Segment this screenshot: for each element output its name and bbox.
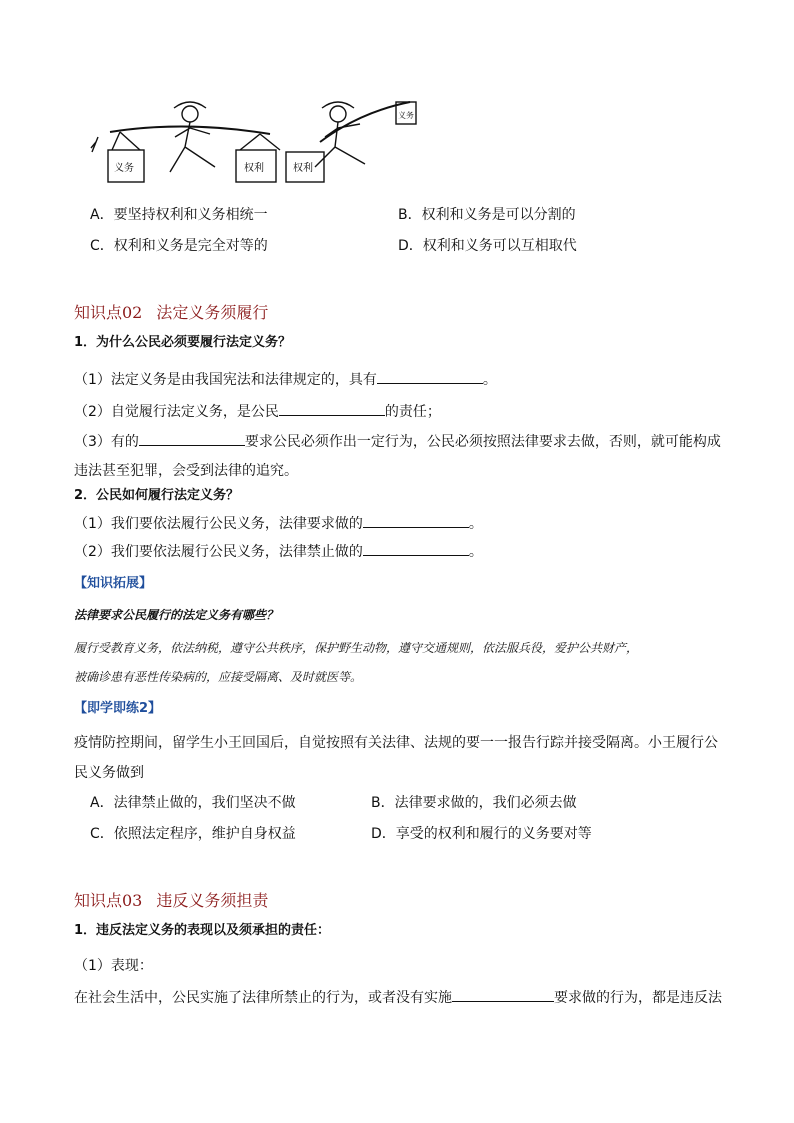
extension-question: 法律要求公民履行的法定义务有哪些？ xyxy=(74,608,279,622)
question-heading: 2．公民如何履行法定义务？ xyxy=(74,488,240,503)
section-title: 法定义务须履行 xyxy=(156,303,269,322)
answer-blank[interactable] xyxy=(363,513,469,528)
answer-blank[interactable] xyxy=(363,541,469,556)
option-d[interactable]: D．权利和义务可以互相取代 xyxy=(398,238,577,254)
answer-blank[interactable] xyxy=(377,369,483,384)
practice-option-a[interactable]: A．法律禁止做的，我们坚决不做 xyxy=(90,795,296,811)
extension-answer-line-1: 履行受教育义务，依法纳税，遵守公共秩序，保护野生动物，遵守交通规则，依法服兵役，爱护公共财产， xyxy=(74,641,639,655)
sub-heading: （1）表现： xyxy=(74,958,153,974)
option-c[interactable]: C．权利和义务是完全对等的 xyxy=(90,238,268,254)
fill-line-3-cont: 违法甚至犯罪，会受到法律的追究。 xyxy=(74,463,298,479)
fill-line-2: （2）自觉履行法定义务，是公民 的责任； xyxy=(74,401,441,422)
practice-label: 【即学即练2】 xyxy=(74,701,162,716)
answer-blank[interactable] xyxy=(452,987,554,1002)
practice-option-c[interactable]: C．依照法定程序，维护自身权益 xyxy=(90,826,296,842)
fill-line-3: （3）有的 要求公民必须作出一定行为，公民必须按照法律要求去做，否则，就可能构成 xyxy=(74,431,721,452)
practice-question-line-2: 民义务做到 xyxy=(74,765,144,781)
fill-line-1: （1）法定义务是由我国宪法和法律规定的，具有 。 xyxy=(74,369,497,390)
answer-blank[interactable] xyxy=(139,431,245,446)
basket-label-right-2: 义务 xyxy=(398,111,414,120)
section-heading-03 xyxy=(74,890,268,912)
extension-answer-line-2: 被确诊患有恶性传染病的，应接受隔离、及时就医等。 xyxy=(74,670,363,684)
practice-option-d[interactable]: D．享受的权利和履行的义务要对等 xyxy=(371,826,592,842)
practice-question-line-1: 疫情防控期间，留学生小王回国后，自觉按照有关法律、法规的要一一报告行踪并接受隔离。小王履行公 xyxy=(74,735,718,751)
question-heading: 1．违反法定义务的表现以及须承担的责任： xyxy=(74,923,331,938)
question-heading: 1．为什么公民必须要履行法定义务？ xyxy=(74,335,292,350)
practice-option-b[interactable]: B．法律要求做的，我们必须去做 xyxy=(371,795,577,811)
section-title: 违反义务须担责 xyxy=(156,891,269,910)
section-heading-02 xyxy=(74,302,268,324)
answer-blank[interactable] xyxy=(279,401,385,416)
option-b[interactable]: B．权利和义务是可以分割的 xyxy=(398,207,576,223)
section-tag: 知识点03 xyxy=(74,891,143,910)
basket-label-left-1: 义务 xyxy=(114,163,134,174)
section-tag: 知识点02 xyxy=(74,303,143,322)
basket-label-left-2: 权利 xyxy=(244,163,264,174)
fill-line-4: （1）我们要依法履行公民义务，法律要求做的 。 xyxy=(74,513,483,534)
fill-line-6: 在社会生活中，公民实施了法律所禁止的行为，或者没有实施 要求做的行为，都是违反法 xyxy=(74,987,722,1008)
knowledge-extension-label: 【知识拓展】 xyxy=(74,576,153,591)
basket-label-right-1: 权利 xyxy=(293,163,313,174)
cartoon-illustration xyxy=(90,92,430,192)
fill-line-5: （2）我们要依法履行公民义务，法律禁止做的 。 xyxy=(74,541,483,562)
option-a[interactable]: A．要坚持权利和义务相统一 xyxy=(90,207,268,223)
